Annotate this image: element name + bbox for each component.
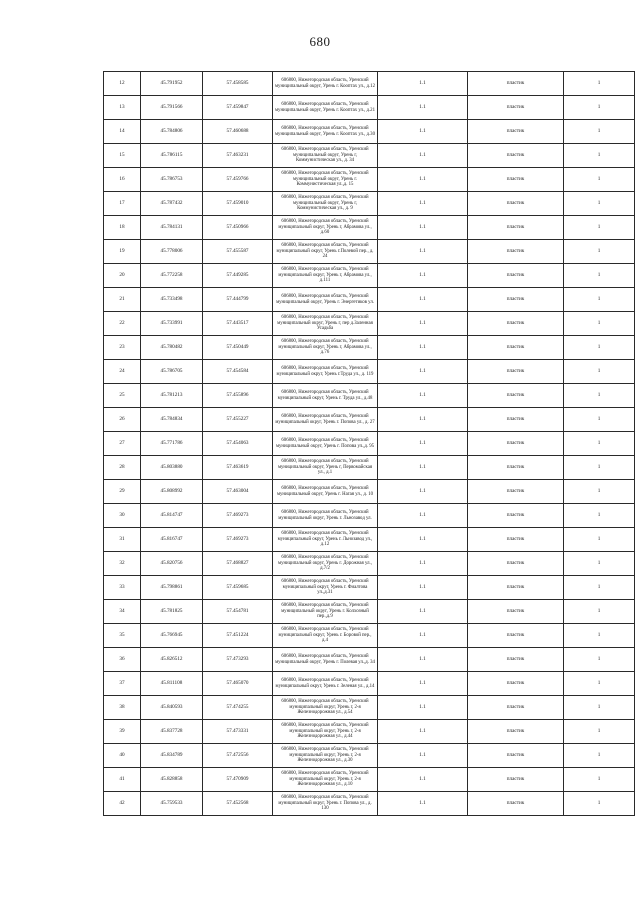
material-cell: пластик [468, 240, 564, 264]
row-number-cell: 20 [104, 264, 141, 288]
address-cell: 606800, Нижегородская область, Уренский муниципальный округ, Урень г, 2-я Железнодорожная ул., д.54 [273, 696, 378, 720]
table-row [104, 768, 635, 792]
address-cell: 606800, Нижегородская область, Уренский муниципальный округ, Урень г. Боровой пер., д.4 [273, 624, 378, 648]
area-cell: 1.1 [378, 528, 468, 552]
area-cell: 1.1 [378, 720, 468, 744]
row-number-cell: 30 [104, 504, 141, 528]
table-row [104, 192, 635, 216]
material-cell: пластик [468, 552, 564, 576]
material-cell: пластик [468, 528, 564, 552]
container-count-cell: 1 [564, 432, 635, 456]
container-count-cell: 1 [564, 192, 635, 216]
material-cell: пластик [468, 432, 564, 456]
table-row [104, 624, 635, 648]
area-cell: 1.1 [378, 168, 468, 192]
area-cell: 1.1 [378, 696, 468, 720]
area-cell: 1.1 [378, 504, 468, 528]
row-number-cell: 39 [104, 720, 141, 744]
material-cell: пластик [468, 720, 564, 744]
area-cell: 1.1 [378, 576, 468, 600]
address-cell: 606800, Нижегородская область, Уренский муниципальный округ, Урень г. Кооптах ул., д.12 [273, 72, 378, 96]
container-count-cell: 1 [564, 720, 635, 744]
row-number-cell: 38 [104, 696, 141, 720]
container-count-cell: 1 [564, 360, 635, 384]
row-number-cell: 16 [104, 168, 141, 192]
latitude-cell: 45.828858 [141, 768, 203, 792]
container-count-cell: 1 [564, 744, 635, 768]
area-cell: 1.1 [378, 312, 468, 336]
longitude-cell: 57.459766 [203, 168, 273, 192]
table-row [104, 552, 635, 576]
latitude-cell: 45.837728 [141, 720, 203, 744]
table-row [104, 216, 635, 240]
material-cell: пластик [468, 192, 564, 216]
row-number-cell: 27 [104, 432, 141, 456]
material-cell: пластик [468, 480, 564, 504]
table-row [104, 336, 635, 360]
table-row [104, 264, 635, 288]
container-count-cell: 1 [564, 120, 635, 144]
longitude-cell: 57.455896 [203, 384, 273, 408]
latitude-cell: 45.781825 [141, 600, 203, 624]
longitude-cell: 57.454584 [203, 360, 273, 384]
container-count-cell: 1 [564, 552, 635, 576]
address-cell: 606800, Нижегородская область, Уренский муниципальный округ, Урень г, 2-я Железнодорожная ул., д.30 [273, 744, 378, 768]
row-number-cell: 22 [104, 312, 141, 336]
address-cell: 606800, Нижегородская область, Уренский муниципальный округ, Урень г, Абрамова ул., д.76 [273, 336, 378, 360]
latitude-cell: 45.826512 [141, 648, 203, 672]
area-cell: 1.1 [378, 456, 468, 480]
material-cell: пластик [468, 288, 564, 312]
table-row [104, 288, 635, 312]
row-number-cell: 13 [104, 96, 141, 120]
table-row [104, 96, 635, 120]
latitude-cell: 45.816747 [141, 528, 203, 552]
container-count-cell: 1 [564, 336, 635, 360]
container-count-cell: 1 [564, 144, 635, 168]
latitude-cell: 45.766945 [141, 624, 203, 648]
table-row [104, 312, 635, 336]
container-count-cell: 1 [564, 456, 635, 480]
container-count-cell: 1 [564, 264, 635, 288]
area-cell: 1.1 [378, 480, 468, 504]
material-cell: пластик [468, 144, 564, 168]
address-cell: 606800, Нижегородская область, Уренский муниципальный округ, Урень г, пер д.Заленная Усадьба [273, 312, 378, 336]
longitude-cell: 57.472556 [203, 744, 273, 768]
longitude-cell: 57.463004 [203, 480, 273, 504]
address-cell: 606800, Нижегородская область, Уренский муниципальный округ, Урень г, Коммунистическая ул., д. 9 [273, 192, 378, 216]
material-cell: пластик [468, 672, 564, 696]
latitude-cell: 45.786753 [141, 168, 203, 192]
area-cell: 1.1 [378, 216, 468, 240]
area-cell: 1.1 [378, 600, 468, 624]
latitude-cell: 45.780482 [141, 336, 203, 360]
row-number-cell: 28 [104, 456, 141, 480]
address-cell: 606800, Нижегородская область, Уренский муниципальный округ, Урень г.Полевой пер., д. 24 [273, 240, 378, 264]
longitude-cell: 57.459847 [203, 96, 273, 120]
address-cell: 606800, Нижегородская область, Уренский муниципальный округ, Урень г. Энергетиков ул. [273, 288, 378, 312]
address-cell: 606800, Нижегородская область, Уренский муниципальный округ, Урень г. Коммунистическая ул.,д. 15 [273, 168, 378, 192]
longitude-cell: 57.443517 [203, 312, 273, 336]
latitude-cell: 45.784806 [141, 120, 203, 144]
longitude-cell: 57.450449 [203, 336, 273, 360]
address-cell: 606800, Нижегородская область, Уренский муниципальный округ, Урень г, Первомайская ул., д.1 [273, 456, 378, 480]
container-count-cell: 1 [564, 528, 635, 552]
area-cell: 1.1 [378, 192, 468, 216]
address-cell: 606800, Нижегородская область, Уренский муниципальный округ, Урень г, Коммунистическая ул., д. 34 [273, 144, 378, 168]
address-cell: 606800, Нижегородская область, Уренский муниципальный округ, Урень г, 2-я Железнодорожная ул., д.44 [273, 720, 378, 744]
row-number-cell: 15 [104, 144, 141, 168]
container-count-cell: 1 [564, 216, 635, 240]
area-cell: 1.1 [378, 552, 468, 576]
container-count-cell: 1 [564, 576, 635, 600]
table-row [104, 456, 635, 480]
material-cell: пластик [468, 600, 564, 624]
address-cell: 606800, Нижегородская область, Уренский муниципальный округ, Урень г. Фиалтова ул.,д.31 [273, 576, 378, 600]
latitude-cell: 45.814747 [141, 504, 203, 528]
area-cell: 1.1 [378, 384, 468, 408]
address-cell: 606800, Нижегородская область, Уренский муниципальный округ, Урень г.Труда ул., д. 119 [273, 360, 378, 384]
container-count-cell: 1 [564, 408, 635, 432]
address-cell: 606800, Нижегородская область, Уренский муниципальный округ, Урень г. Льнозавод ул. [273, 504, 378, 528]
row-number-cell: 32 [104, 552, 141, 576]
table-body [104, 72, 635, 816]
table-row [104, 600, 635, 624]
material-cell: пластик [468, 120, 564, 144]
table-row [104, 120, 635, 144]
material-cell: пластик [468, 336, 564, 360]
longitude-cell: 57.463619 [203, 456, 273, 480]
area-cell: 1.1 [378, 144, 468, 168]
table-row [104, 168, 635, 192]
longitude-cell: 57.455227 [203, 408, 273, 432]
container-count-cell: 1 [564, 240, 635, 264]
row-number-cell: 31 [104, 528, 141, 552]
table-row [104, 672, 635, 696]
container-count-cell: 1 [564, 288, 635, 312]
container-count-cell: 1 [564, 768, 635, 792]
latitude-cell: 45.733991 [141, 312, 203, 336]
area-cell: 1.1 [378, 288, 468, 312]
row-number-cell: 25 [104, 384, 141, 408]
table-row [104, 384, 635, 408]
longitude-cell: 57.455587 [203, 240, 273, 264]
latitude-cell: 45.840593 [141, 696, 203, 720]
container-sites-table [103, 71, 635, 816]
material-cell: пластик [468, 216, 564, 240]
latitude-cell: 45.834789 [141, 744, 203, 768]
address-cell: 606800, Нижегородская область, Уренский муниципальный округ, Урень г. Дорожная ул., д.7/2 [273, 552, 378, 576]
container-count-cell: 1 [564, 96, 635, 120]
longitude-cell: 57.459685 [203, 576, 273, 600]
table-row [104, 576, 635, 600]
latitude-cell: 45.781213 [141, 384, 203, 408]
latitude-cell: 45.820756 [141, 552, 203, 576]
latitude-cell: 45.786705 [141, 360, 203, 384]
material-cell: пластик [468, 648, 564, 672]
container-count-cell: 1 [564, 696, 635, 720]
address-cell: 606800, Нижегородская область, Уренский муниципальный округ, Урень г. Зеленая ул., д.14 [273, 672, 378, 696]
table-row [104, 408, 635, 432]
container-count-cell: 1 [564, 672, 635, 696]
longitude-cell: 57.465070 [203, 672, 273, 696]
area-cell: 1.1 [378, 264, 468, 288]
material-cell: пластик [468, 96, 564, 120]
latitude-cell: 45.733498 [141, 288, 203, 312]
container-count-cell: 1 [564, 72, 635, 96]
longitude-cell: 57.468827 [203, 552, 273, 576]
row-number-cell: 41 [104, 768, 141, 792]
longitude-cell: 57.473331 [203, 720, 273, 744]
table-row [104, 696, 635, 720]
container-count-cell: 1 [564, 480, 635, 504]
latitude-cell: 45.791952 [141, 72, 203, 96]
area-cell: 1.1 [378, 240, 468, 264]
material-cell: пластик [468, 696, 564, 720]
longitude-cell: 57.458585 [203, 72, 273, 96]
address-cell: 606800, Нижегородская область, Уренский муниципальный округ, Урень г. Попова ул., д. 130 [273, 792, 378, 816]
address-cell: 606800, Нижегородская область, Уренский муниципальный округ, Урень г. Полевая ул.,д. 34 [273, 648, 378, 672]
material-cell: пластик [468, 384, 564, 408]
row-number-cell: 26 [104, 408, 141, 432]
latitude-cell: 45.784131 [141, 216, 203, 240]
area-cell: 1.1 [378, 624, 468, 648]
address-cell: 606800, Нижегородская область, Уренский муниципальный округ, Урень г. Нагая ул., д. 10 [273, 480, 378, 504]
longitude-cell: 57.469273 [203, 504, 273, 528]
address-cell: 606800, Нижегородская область, Уренский муниципальный округ, Урень г. Кооптах ул., д.30 [273, 120, 378, 144]
material-cell: пластик [468, 360, 564, 384]
area-cell: 1.1 [378, 96, 468, 120]
table-row [104, 792, 635, 816]
latitude-cell: 45.811108 [141, 672, 203, 696]
longitude-cell: 57.469273 [203, 528, 273, 552]
container-count-cell: 1 [564, 504, 635, 528]
longitude-cell: 57.463231 [203, 144, 273, 168]
row-number-cell: 29 [104, 480, 141, 504]
latitude-cell: 45.786115 [141, 144, 203, 168]
longitude-cell: 57.460688 [203, 120, 273, 144]
row-number-cell: 36 [104, 648, 141, 672]
material-cell: пластик [468, 768, 564, 792]
table-row [104, 240, 635, 264]
container-count-cell: 1 [564, 384, 635, 408]
material-cell: пластик [468, 312, 564, 336]
page-number: 680 [309, 34, 331, 49]
area-cell: 1.1 [378, 408, 468, 432]
container-count-cell: 1 [564, 168, 635, 192]
address-cell: 606800, Нижегородская область, Уренский муниципальный округ, Урень г, 2-я Железнодорожная ул., д.10 [273, 768, 378, 792]
area-cell: 1.1 [378, 648, 468, 672]
row-number-cell: 14 [104, 120, 141, 144]
latitude-cell: 45.798861 [141, 576, 203, 600]
address-cell: 606800, Нижегородская область, Уренский муниципальный округ, Урень г. Попова ул., д. 27 [273, 408, 378, 432]
area-cell: 1.1 [378, 792, 468, 816]
longitude-cell: 57.452568 [203, 792, 273, 816]
row-number-cell: 18 [104, 216, 141, 240]
longitude-cell: 57.470909 [203, 768, 273, 792]
area-cell: 1.1 [378, 120, 468, 144]
row-number-cell: 24 [104, 360, 141, 384]
area-cell: 1.1 [378, 768, 468, 792]
table-row [104, 504, 635, 528]
container-count-cell: 1 [564, 600, 635, 624]
area-cell: 1.1 [378, 672, 468, 696]
latitude-cell: 45.808992 [141, 480, 203, 504]
material-cell: пластик [468, 72, 564, 96]
longitude-cell: 57.473293 [203, 648, 273, 672]
longitude-cell: 57.450966 [203, 216, 273, 240]
table-row [104, 480, 635, 504]
latitude-cell: 45.791566 [141, 96, 203, 120]
latitude-cell: 45.771786 [141, 432, 203, 456]
container-count-cell: 1 [564, 624, 635, 648]
table-row [104, 72, 635, 96]
row-number-cell: 40 [104, 744, 141, 768]
row-number-cell: 35 [104, 624, 141, 648]
address-cell: 606800, Нижегородская область, Уренский муниципальный округ, Урень г. Колхозный пер.,д.9 [273, 600, 378, 624]
row-number-cell: 37 [104, 672, 141, 696]
area-cell: 1.1 [378, 72, 468, 96]
longitude-cell: 57.449285 [203, 264, 273, 288]
row-number-cell: 12 [104, 72, 141, 96]
material-cell: пластик [468, 456, 564, 480]
row-number-cell: 23 [104, 336, 141, 360]
row-number-cell: 33 [104, 576, 141, 600]
row-number-cell: 19 [104, 240, 141, 264]
longitude-cell: 57.451224 [203, 624, 273, 648]
address-cell: 606800, Нижегородская область, Уренский муниципальный округ, Урень г. Труда ул., д.48 [273, 384, 378, 408]
row-number-cell: 42 [104, 792, 141, 816]
address-cell: 606800, Нижегородская область, Уренский муниципальный округ, Урень г. Льнозавод ул., д.12 [273, 528, 378, 552]
latitude-cell: 45.803880 [141, 456, 203, 480]
longitude-cell: 57.459010 [203, 192, 273, 216]
area-cell: 1.1 [378, 432, 468, 456]
latitude-cell: 45.784834 [141, 408, 203, 432]
latitude-cell: 45.787432 [141, 192, 203, 216]
material-cell: пластик [468, 624, 564, 648]
table-row [104, 144, 635, 168]
area-cell: 1.1 [378, 336, 468, 360]
latitude-cell: 45.778006 [141, 240, 203, 264]
container-count-cell: 1 [564, 792, 635, 816]
longitude-cell: 57.454781 [203, 600, 273, 624]
address-cell: 606800, Нижегородская область, Уренский муниципальный округ, Урень г, Абрамова ул., д.111 [273, 264, 378, 288]
table-row [104, 528, 635, 552]
material-cell: пластик [468, 168, 564, 192]
material-cell: пластик [468, 264, 564, 288]
longitude-cell: 57.444799 [203, 288, 273, 312]
material-cell: пластик [468, 408, 564, 432]
latitude-cell: 45.772258 [141, 264, 203, 288]
container-count-cell: 1 [564, 312, 635, 336]
address-cell: 606800, Нижегородская область, Уренский муниципальный округ, Урень г, Абрамова ул., д.60 [273, 216, 378, 240]
table-row [104, 648, 635, 672]
table-row [104, 432, 635, 456]
longitude-cell: 57.474255 [203, 696, 273, 720]
address-cell: 606800, Нижегородская область, Уренский муниципальный округ, Урень г. Попова ул.,д. 95 [273, 432, 378, 456]
table-row [104, 720, 635, 744]
row-number-cell: 17 [104, 192, 141, 216]
container-count-cell: 1 [564, 648, 635, 672]
table-row [104, 360, 635, 384]
table-row [104, 744, 635, 768]
material-cell: пластик [468, 576, 564, 600]
area-cell: 1.1 [378, 744, 468, 768]
row-number-cell: 21 [104, 288, 141, 312]
material-cell: пластик [468, 504, 564, 528]
material-cell: пластик [468, 792, 564, 816]
material-cell: пластик [468, 744, 564, 768]
row-number-cell: 34 [104, 600, 141, 624]
area-cell: 1.1 [378, 360, 468, 384]
longitude-cell: 57.454063 [203, 432, 273, 456]
address-cell: 606800, Нижегородская область, Уренский муниципальный округ, Урень г. Кооптах ул., д.21 [273, 96, 378, 120]
latitude-cell: 45.759533 [141, 792, 203, 816]
